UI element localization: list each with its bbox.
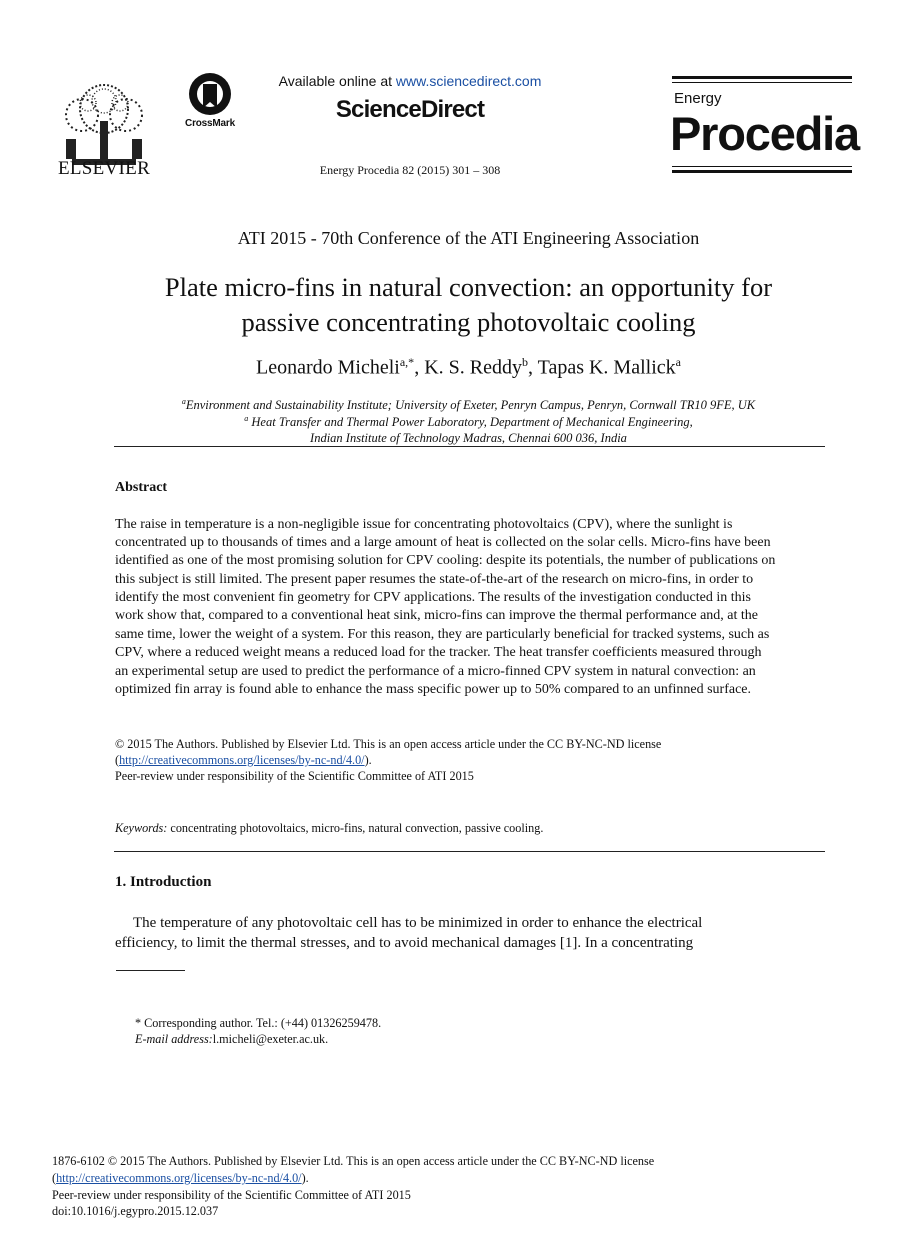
abstract-line: identify the most convenient fin geometry for CPV applications. The results of the investigation conducted in this	[115, 590, 751, 605]
paren: (	[52, 1171, 57, 1185]
license-line: © 2015 The Authors. Published by Elsevier Ltd. This is an open access article under the CC BY-NC-ND license	[115, 737, 662, 751]
abstract-line: optimized fin array is found able to enhance the mass specific power up to 50% compared to an unfinned surface.	[115, 682, 752, 697]
abstract-line: same time, lower the weight of a system. For this reason, they are particularly beneficial for tracked systems, such as	[115, 627, 770, 642]
title-line: Plate micro-fins in natural convection: an opportunity for	[164, 272, 773, 302]
available-prefix: Available online at	[278, 73, 396, 89]
affiliation	[0, 431, 907, 446]
footer-issn-line: 1876-6102 © 2015 The Authors. Published by Elsevier Ltd. This is an open access article under the CC BY-NC-ND license	[52, 1154, 655, 1168]
sciencedirect-brand: ScienceDirect	[335, 96, 485, 123]
paren: ).	[364, 753, 372, 767]
affiliation	[0, 414, 907, 430]
footer-peer-review: Peer-review under responsibility of the Scientific Committee of ATI 2015	[52, 1188, 411, 1202]
author-affiliation-mark: a	[675, 355, 681, 369]
journal-logo-line1: Energy	[674, 90, 722, 107]
body-line: efficiency, to limit the thermal stresses, and to avoid mechanical damages [1]. In a concentrating	[115, 935, 694, 951]
journal-citation: Energy Procedia 82 (2015) 301 – 308	[319, 163, 501, 177]
abstract-line: CPV, where a reduced weight means a reduced load for the tracker. The heat transfer coefficients measured through	[115, 645, 762, 660]
keywords-text: concentrating photovoltaics, micro-fins, natural convection, passive cooling.	[167, 821, 544, 835]
title-line: passive concentrating photovoltaic cooling	[241, 307, 696, 337]
license-link[interactable]: http://creativecommons.org/licenses/by-nc-nd/4.0/	[119, 753, 365, 767]
author-name: K. S. Reddy	[424, 356, 522, 379]
journal-logo-rule	[672, 82, 852, 83]
abstract-line: this subject is still limited. The present paper resumes the state-of-the-art of the research on micro-fins, in order to	[115, 572, 754, 587]
doi[interactable]: doi:10.1016/j.egypro.2015.12.037	[52, 1204, 219, 1218]
affiliation-mark: a	[181, 397, 186, 406]
author-name: Tapas K. Mallick	[537, 356, 676, 379]
section-heading: 1. Introduction	[115, 874, 212, 890]
affiliation-text: Heat Transfer and Thermal Power Laboratory, Department of Mechanical Engineering,	[251, 415, 693, 430]
keywords-label: Keywords:	[115, 821, 168, 835]
corresponding-author: * Corresponding author. Tel.: (+44) 01326259478.	[135, 1016, 382, 1030]
abstract-line: identified as one of the most promising solution for CPV cooling: despite its potentials, the number of publications on	[115, 553, 776, 568]
sciencedirect-link[interactable]: www.sciencedirect.com	[395, 73, 542, 89]
affiliation	[0, 397, 907, 413]
email-address[interactable]: l.micheli@exeter.ac.uk.	[212, 1032, 329, 1046]
abstract-heading: Abstract	[115, 480, 168, 495]
journal-logo-line2: Procedia	[670, 107, 859, 160]
peer-review-line: Peer-review under responsibility of the Scientific Committee of ATI 2015	[115, 769, 474, 783]
available-online	[250, 73, 570, 89]
footnote-rule	[116, 970, 185, 971]
journal-logo-rule	[672, 76, 852, 79]
license-url-line	[115, 753, 825, 768]
abstract-line: concentrated up to thousands of times and a large amount of heat is collected on the solar cells. Micro-fins have been	[115, 535, 771, 550]
affiliation-text: Environment and Sustainability Institute; University of Exeter, Penryn Campus, Penryn, Cornwall TR10 9FE, UK	[185, 398, 756, 413]
journal-logo-rule	[672, 166, 852, 167]
footer-license-link[interactable]: http://creativecommons.org/licenses/by-nc-nd/4.0/	[56, 1171, 302, 1185]
email-label: E-mail address:	[135, 1032, 213, 1046]
keywords	[115, 821, 825, 836]
author-affiliation-mark: a,*	[399, 355, 415, 369]
author-list: Leonardo Micheli$^{a,*}$, K. S. Reddy$^b$, Tapas K. Mallick$^a$	[256, 355, 681, 379]
affiliation-mark: a	[244, 414, 249, 423]
crossmark-label: CrossMark	[185, 118, 235, 129]
paper-title	[100, 270, 837, 340]
affiliation-text: Indian Institute of Technology Madras, Chennai 600 036, India	[310, 431, 627, 445]
conference-name: ATI 2015 - 70th Conference of the ATI Engineering Association	[237, 228, 700, 248]
abstract-line: The raise in temperature is a non-negligible issue for concentrating photovoltaics (CPV), where the sunlight is	[115, 517, 733, 532]
journal-logo-rule	[672, 170, 852, 173]
body-line: The temperature of any photovoltaic cell has to be minimized in order to enhance the electrical	[133, 915, 703, 931]
author-name: Leonardo Micheli	[256, 356, 400, 379]
divider	[114, 851, 825, 852]
publisher-name: ELSEVIER	[57, 158, 151, 179]
email-line	[135, 1032, 735, 1047]
divider	[114, 446, 825, 447]
abstract-line: an experimental setup are used to predict the performance of a micro-finned CPV system in natural convection: an	[115, 664, 756, 679]
footer-url-line	[52, 1171, 309, 1186]
paren: (	[115, 753, 120, 767]
paren: ).	[301, 1171, 309, 1185]
abstract-line: work show that, compared to a conventional heat sink, micro-fins can improve the thermal performance and, at the	[115, 608, 759, 623]
author-affiliation-mark: b	[521, 355, 528, 369]
